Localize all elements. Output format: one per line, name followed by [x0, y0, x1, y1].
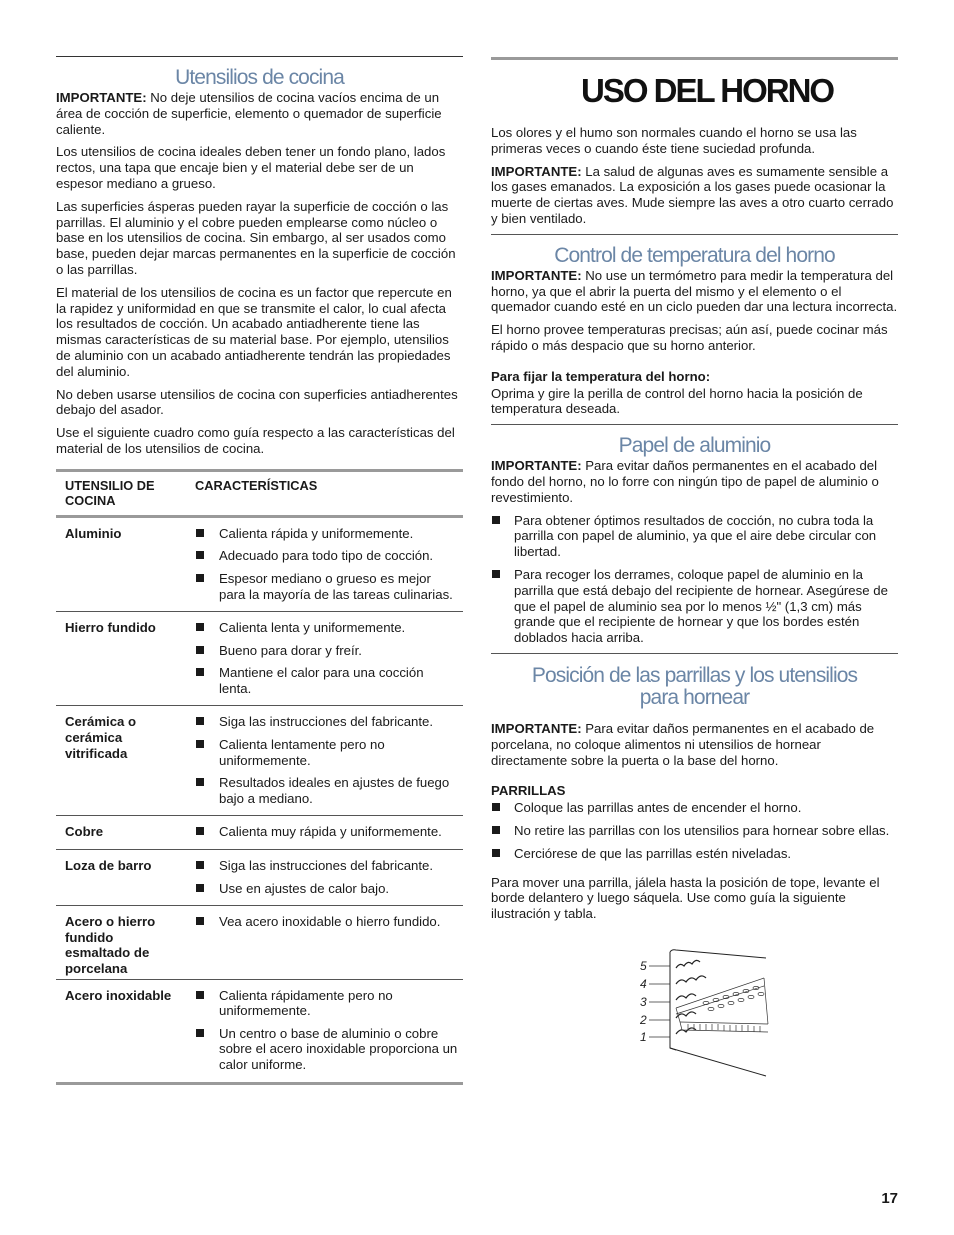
utensil-cell: Acero o hierro fundido esmaltado de porcelana: [56, 906, 186, 979]
paragraph-text: Los olores y el humo son normales cuando el horno se usa las primeras veces o cuando éste tiene suciedad profunda.: [491, 125, 857, 156]
utensil-cell: Aluminio: [56, 516, 186, 611]
trait-item: Adecuado para todo tipo de cocción.: [195, 548, 459, 564]
section-rule: [491, 424, 898, 425]
paragraph: [491, 125, 898, 157]
table-row: [56, 979, 463, 1083]
paragraph: [56, 425, 463, 457]
paragraph-text: No deben usarse utensilios de cocina con superficies antiadherentes debajo del asador.: [56, 386, 458, 418]
trait-item: Calienta muy rápida y uniformemente.: [195, 824, 459, 840]
racks-heading: Posición de las parrillas y los utensilios para hornear: [531, 663, 858, 709]
important-label: IMPORTANTE:: [491, 720, 582, 736]
paragraph-text: El horno provee temperaturas precisas; aún así, puede cocinar más rápido o más despacio que su horno anterior.: [491, 322, 888, 353]
traits-cell: [186, 816, 463, 850]
table-row: [56, 706, 463, 816]
important-label: IMPORTANTE:: [56, 90, 147, 105]
important-label: IMPORTANTE:: [491, 163, 582, 179]
temp-subheading: Para fijar la temperatura del horno:: [491, 368, 711, 384]
trait-item: Espesor mediano o grueso es mejor para la mayoría de las tareas culinarias.: [195, 571, 459, 602]
cookware-heading: Utensilios de cocina: [175, 66, 344, 89]
traits-cell: [186, 979, 463, 1083]
trait-item: Vea acero inoxidable o hierro fundido.: [195, 914, 459, 930]
traits-cell: [186, 706, 463, 816]
trait-item: Mantiene el calor para una cocción lenta.: [195, 665, 459, 696]
traits-list: [195, 858, 459, 896]
oven-rack-diagram: [636, 948, 772, 1080]
list-item: Para obtener óptimos resultados de cocción, no cubra toda la parrilla con papel de aluminio, ya que el aire debe circular con libertad.: [491, 513, 898, 560]
trait-item: Bueno para dorar y freír.: [195, 643, 459, 659]
table-row: [56, 816, 463, 850]
rack-position-label: 4: [640, 977, 647, 991]
intro-paragraphs: [491, 125, 898, 227]
traits-list: [195, 824, 459, 840]
important-label: IMPORTANTE:: [491, 267, 582, 283]
temp-paragraphs: [491, 268, 898, 354]
utensil-cell: Acero inoxidable: [56, 979, 186, 1083]
paragraph: [56, 199, 463, 278]
utensil-cell: Loza de barro: [56, 850, 186, 906]
list-item: Para recoger los derrames, coloque papel de aluminio en la parrilla que está debajo del recipiente de hornear. Asegúrese de que el papel de aluminio sea por lo menos ½" (1,3 cm) más grande que el recipiente de hornear y que los bordes estén doblados hacia arriba.: [491, 567, 898, 646]
traits-cell: [186, 516, 463, 611]
list-item: No retire las parrillas con los utensilios para hornear sobre ellas.: [491, 823, 898, 839]
racks-bullets: [491, 800, 898, 861]
section-rule: [491, 653, 898, 654]
racks-important: [491, 721, 898, 768]
paragraph: [491, 322, 898, 354]
section-rule: [491, 234, 898, 235]
table-row: [56, 850, 463, 906]
rack-position-label: 2: [640, 1013, 647, 1027]
table-row: [56, 612, 463, 706]
important-text: Para evitar daños permanentes en el acabado de porcelana, no coloque alimentos ni utensilios de hornear directamente sobre la puerta o la base del horno.: [491, 720, 875, 768]
traits-cell: [186, 906, 463, 979]
left-column: [56, 56, 463, 1085]
trait-item: Calienta lenta y uniformemente.: [195, 620, 459, 636]
main-rule: [491, 57, 898, 60]
main-title: USO DEL HORNO: [581, 72, 834, 109]
traits-cell: [186, 850, 463, 906]
paragraph-text: Las superficies ásperas pueden rayar la superficie de cocción o las parrillas. El aluminio y el cobre pueden emplearse como núcleo o base en los utensilios de cocina. Sin embargo, al ser usados como base, pueden dejar marcas permanentes en la superficie de cocción o las parrillas.: [56, 198, 456, 277]
rack-position-label: 3: [640, 995, 647, 1009]
paragraph-text: Use el siguiente cuadro como guía respecto a las características del material de los utensilios de cocina.: [56, 425, 455, 456]
paragraph-text: No use un termómetro para medir la temperatura del horno, ya que el abrir la puerta del mismo y el elemento o el quemador cuando esté en un ciclo pueden dar una lectura incorrecta.: [491, 267, 898, 315]
foil-important: [491, 458, 898, 505]
paragraph-text: La salud de algunas aves es sumamente sensible a los gases emanados. La exposición a los gases puede ocasionar la muerte de ciertas aves. Mude siempre las aves a otro cuarto cerrado y bien ventilado.: [491, 163, 894, 226]
rack-leader-lines: [649, 966, 670, 1037]
important-label: IMPORTANTE:: [491, 458, 582, 474]
table-row: [56, 906, 463, 979]
table-header-row: [56, 470, 463, 516]
utensil-cell: Cerámica o cerámica vitrificada: [56, 706, 186, 816]
racks-closing: Para mover una parrilla, jálela hasta la posición de tope, levante el borde delantero y luego sáquela. Use como guía la siguiente ilustración y tabla.: [491, 874, 880, 922]
trait-item: Resultados ideales en ajustes de fuego bajo a mediano.: [195, 775, 459, 806]
paragraph-text: Los utensilios de cocina ideales deben tener un fondo plano, lados rectos, una tapa que encaje bien y el material debe ser de un espesor mediano a grueso.: [56, 144, 446, 191]
page-number: 17: [881, 1190, 898, 1207]
rack-position-label: 5: [640, 959, 647, 973]
traits-list: [195, 914, 459, 930]
trait-item: Calienta lentamente pero no uniformemente.: [195, 737, 459, 768]
paragraph: [56, 387, 463, 419]
right-column: [491, 57, 898, 929]
list-item: Coloque las parrillas antes de encender el horno.: [491, 800, 898, 816]
paragraph: [56, 285, 463, 380]
racks-subheading: PARRILLAS: [491, 783, 566, 799]
rack-position-label: 1: [640, 1030, 647, 1044]
traits-list: [195, 526, 459, 602]
header-utensil: UTENSILIO DE COCINA: [56, 470, 186, 516]
oven-rack: [676, 978, 768, 1032]
temp-instruction: Oprima y gire la perilla de control del horno hacia la posición de temperatura deseada.: [491, 385, 863, 417]
table-body: [56, 516, 463, 1083]
top-rule: [56, 56, 463, 57]
trait-item: Un centro o base de aluminio o cobre sobre el acero inoxidable proporciona un calor uniforme.: [195, 1026, 459, 1073]
temp-heading: Control de temperatura del horno: [554, 243, 835, 267]
paragraph: [56, 144, 463, 191]
list-item: Cerciórese de que las parrillas estén niveladas.: [491, 846, 898, 862]
utensil-cell: Hierro fundido: [56, 612, 186, 706]
traits-cell: [186, 612, 463, 706]
important-text: Para evitar daños permanentes en el acabado del fondo del horno, no lo forre con ningún tipo de papel de aluminio o revestimiento.: [491, 458, 879, 505]
utensil-cell: Cobre: [56, 816, 186, 850]
cookware-table: [56, 469, 463, 1085]
trait-item: Use en ajustes de calor bajo.: [195, 881, 459, 897]
paragraph: [56, 90, 463, 137]
trait-item: Siga las instrucciones del fabricante.: [195, 714, 459, 730]
trait-item: Calienta rápidamente pero no uniformemente.: [195, 988, 459, 1019]
paragraph: [491, 268, 898, 315]
header-traits: CARACTERÍSTICAS: [186, 470, 463, 516]
trait-item: Siga las instrucciones del fabricante.: [195, 858, 459, 874]
table-row: [56, 516, 463, 611]
paragraph: [491, 164, 898, 227]
foil-bullets: [491, 513, 898, 646]
trait-item: Calienta rápida y uniformemente.: [195, 526, 459, 542]
oven-cavity: [670, 950, 766, 1076]
cookware-paragraphs: [56, 90, 463, 457]
paragraph-text: El material de los utensilios de cocina es un factor que repercute en la rapidez y uniformidad en que se transmite el calor, lo cual afecta los resultados de cocción. Un acabado antiadherente tiene las mismas características de su material base. Por ejemplo, utensilios de aluminio con un acabado antiadherente tendrán las propiedades del aluminio.: [56, 284, 452, 379]
traits-list: [195, 988, 459, 1073]
traits-list: [195, 620, 459, 696]
traits-list: [195, 714, 459, 806]
foil-heading: Papel de aluminio: [618, 434, 771, 458]
paragraph-text: No deje utensilios de cocina vacíos encima de un área de cocción de superficie, elemento o quemador de superficie caliente.: [56, 90, 442, 137]
